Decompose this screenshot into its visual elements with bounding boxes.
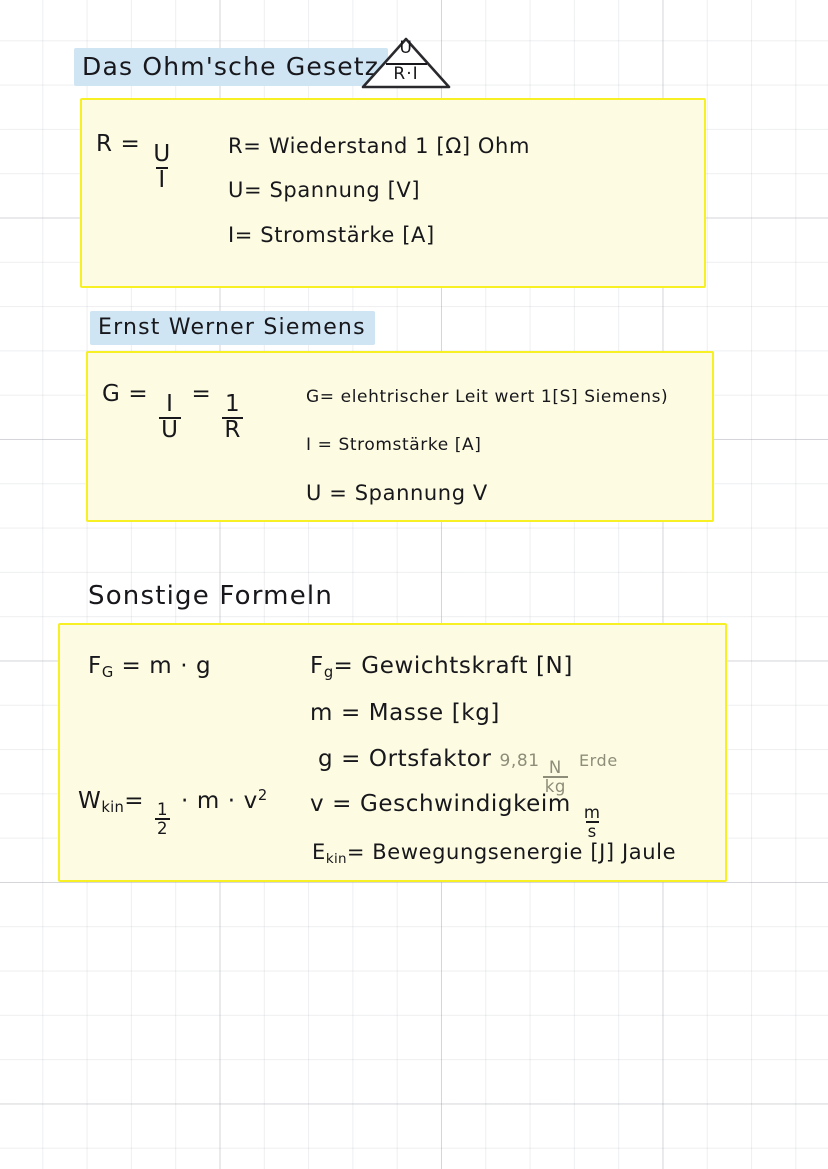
formula-kinetic-energy-equals: = — [124, 788, 145, 815]
definition-gewichtskraft-symbol: F — [310, 653, 324, 679]
ohm-formula-denominator: I — [158, 166, 166, 193]
siemens-definition-u — [306, 483, 488, 504]
ohm-definition-i-equals: = — [234, 223, 253, 247]
siemens-formula-numerator-1: I — [166, 390, 174, 417]
definition-ortsfaktor — [318, 748, 618, 795]
siemens-definition-i-symbol: I — [306, 435, 312, 455]
heading-other-formulas — [88, 583, 333, 609]
siemens-definition-g-equals: = — [319, 387, 335, 407]
siemens-definition-g-text: elehtrischer Leit wert 1[S] Siemens) — [340, 387, 669, 407]
siemens-definition-i-equals: = — [317, 435, 333, 455]
ohm-definition-r — [228, 136, 530, 157]
ohm-formula-fraction — [151, 140, 172, 193]
definition-ortsfaktor-note: Erde — [578, 751, 618, 770]
siemens-definition-g-symbol: G — [306, 387, 320, 407]
definition-bewegungsenergie — [312, 842, 676, 866]
siemens-definition-i-text: Stromstärke [A] — [338, 435, 482, 455]
siemens-formula-fraction-2 — [222, 390, 243, 443]
heading-other-formulas-text: Sonstige Formeln — [88, 581, 334, 611]
triangle-denominator-left: R — [393, 64, 407, 84]
triangle-denominator — [360, 66, 452, 83]
definition-ortsfaktor-unit-denominator: kg — [544, 776, 567, 796]
siemens-formula — [102, 383, 246, 442]
formula-gewichtskraft-equals: = — [121, 653, 142, 679]
ohm-definition-i-text: Stromstärke [A] — [260, 223, 435, 247]
ohm-formula-lhs: R — [96, 131, 113, 157]
siemens-formula-fraction-1 — [159, 390, 180, 443]
formula-kinetic-energy — [78, 789, 268, 837]
formula-kinetic-energy-lhs: W — [78, 788, 102, 815]
definition-masse — [310, 702, 500, 725]
definition-bewegungsenergie-subscript: kin — [325, 851, 347, 867]
ohm-formula — [96, 133, 176, 192]
definition-bewegungsenergie-equals: = — [346, 840, 366, 864]
heading-ohms-law-text: Das Ohm'sche Gesetz — [74, 48, 388, 86]
definition-geschwindigkeit-text: Geschwindigkeim — [359, 791, 571, 817]
formula-gewichtskraft — [88, 655, 211, 681]
heading-ohms-law — [74, 54, 388, 79]
siemens-definition-u-equals: = — [329, 481, 348, 505]
definition-ortsfaktor-unit — [543, 759, 568, 795]
definition-geschwindigkeit-unit — [582, 804, 603, 840]
definition-gewichtskraft-equals: = — [333, 653, 354, 679]
triangle-denominator-right: I — [412, 64, 419, 84]
ohm-formula-numerator: U — [153, 140, 171, 167]
formula-kinetic-energy-fraction — [155, 801, 170, 837]
siemens-formula-equals-1: = — [128, 381, 149, 407]
formula-gewichtskraft-subscript: G — [101, 664, 114, 682]
ohm-definition-u-text: Spannung [V] — [269, 178, 421, 202]
siemens-definition-u-text: Spannung V — [354, 481, 488, 505]
definition-ortsfaktor-unit-numerator: N — [548, 757, 562, 777]
ohm-definition-r-text: Wiederstand 1 [Ω] Ohm — [268, 134, 531, 158]
siemens-formula-lhs: G — [102, 381, 121, 407]
formula-kinetic-energy-subscript: kin — [101, 799, 125, 817]
formula-gewichtskraft-rhs: m · g — [149, 653, 212, 679]
definition-geschwindigkeit-symbol: v — [310, 791, 325, 817]
formula-kinetic-energy-exponent: 2 — [257, 787, 268, 804]
ohm-formula-equals: = — [120, 131, 141, 157]
definition-bewegungsenergie-symbol: E — [312, 840, 326, 864]
siemens-formula-denominator-2: R — [224, 416, 241, 443]
heading-siemens-text: Ernst Werner Siemens — [90, 311, 375, 345]
formula-kinetic-energy-denominator: 2 — [156, 818, 169, 838]
definition-gewichtskraft — [310, 655, 573, 681]
definition-ortsfaktor-value: 9,81 — [499, 751, 540, 771]
siemens-definition-g — [306, 389, 668, 406]
ohm-definition-r-equals: = — [243, 134, 262, 158]
siemens-definition-i — [306, 437, 481, 454]
ohm-definition-u-symbol: U — [228, 178, 244, 202]
siemens-formula-denominator-1: U — [161, 416, 179, 443]
definition-masse-symbol: m — [310, 700, 334, 726]
definition-gewichtskraft-subscript: g — [323, 664, 334, 682]
definition-masse-text: Masse [kg] — [368, 700, 500, 726]
definition-geschwindigkeit-equals: = — [332, 791, 353, 817]
ohm-definition-u-equals: = — [243, 178, 263, 202]
formula-kinetic-energy-numerator: 1 — [156, 799, 169, 819]
ohm-definition-i-symbol: I — [228, 223, 235, 247]
definition-geschwindigkeit-unit-numerator: m — [583, 802, 601, 822]
definition-gewichtskraft-text: Gewichtskraft [N] — [361, 653, 573, 679]
definition-geschwindigkeit-unit-denominator: s — [587, 821, 597, 841]
ohm-triangle-mnemonic — [360, 36, 452, 90]
triangle-numerator: U — [399, 38, 413, 58]
definition-bewegungsenergie-text: Bewegungsenergie [J] Jaule — [372, 840, 677, 864]
triangle-denominator-op: · — [406, 64, 413, 84]
ohm-definition-r-symbol: R — [228, 134, 244, 158]
siemens-definition-u-symbol: U — [306, 481, 322, 505]
formula-gewichtskraft-lhs: F — [88, 653, 102, 679]
definition-ortsfaktor-text: Ortsfaktor — [368, 746, 492, 772]
definition-ortsfaktor-symbol: g — [318, 746, 334, 772]
definition-masse-equals: = — [340, 700, 361, 726]
formula-kinetic-energy-rhs: · m · v — [181, 788, 258, 815]
definition-geschwindigkeit — [310, 793, 606, 840]
siemens-formula-equals-2: = — [191, 381, 212, 407]
ohm-definition-i — [228, 225, 435, 246]
heading-siemens — [90, 317, 375, 339]
siemens-formula-numerator-2: 1 — [224, 390, 241, 417]
ohm-definition-u — [228, 180, 420, 201]
definition-ortsfaktor-equals: = — [341, 746, 361, 772]
